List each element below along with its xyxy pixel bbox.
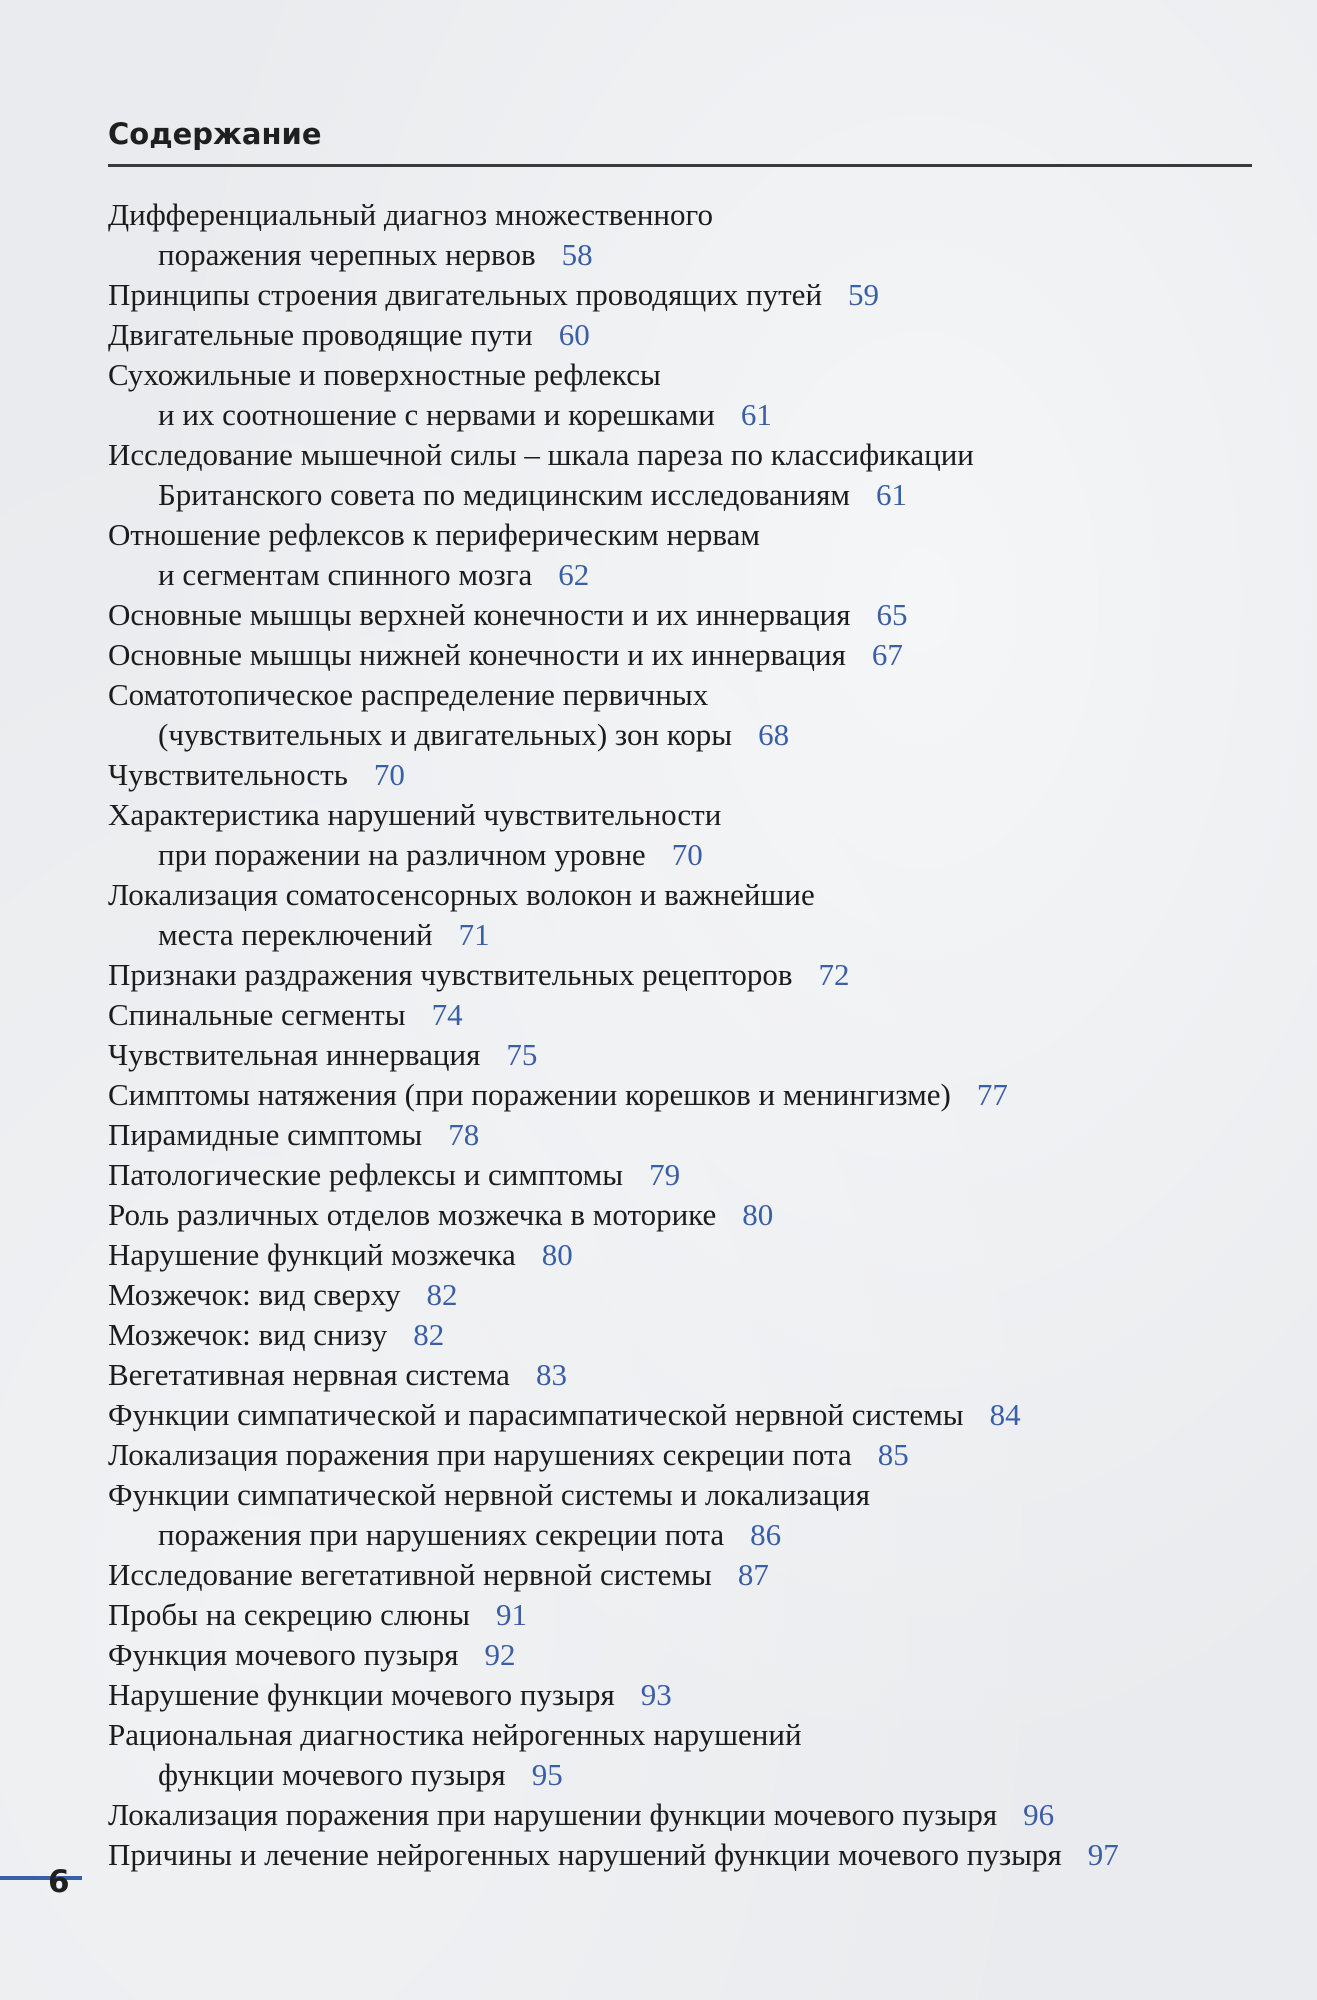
toc-entry-title: [108, 1475, 1268, 1515]
toc-entry: [108, 1355, 1268, 1395]
toc-entry-title: [108, 595, 1268, 635]
toc-page-number: 65: [876, 597, 908, 632]
toc-entry-text: Отношение рефлексов к периферическим нервам: [108, 517, 760, 552]
toc-entry-text: Чувствительная иннервация: [108, 1037, 481, 1072]
toc-entry-text: Характеристика нарушений чувствительности: [108, 797, 722, 832]
toc-entry-text: Функции симпатической нервной системы и локализация: [108, 1477, 870, 1512]
toc-entry: [108, 1595, 1268, 1635]
toc-entry-text: Локализация соматосенсорных волокон и важнейшие: [108, 877, 815, 912]
toc-page-number: 91: [495, 1597, 527, 1632]
toc-entry-title: [108, 315, 1268, 355]
toc-entry-title: [108, 955, 1268, 995]
toc-page-number: 97: [1087, 1837, 1119, 1872]
toc-entry: [108, 1715, 1268, 1795]
toc-entry: [108, 1555, 1268, 1595]
toc-entry-title: [108, 435, 1268, 475]
toc-entry-title: [108, 195, 1268, 235]
toc-entry: [108, 1275, 1268, 1315]
toc-page-number: 86: [750, 1517, 782, 1552]
toc-page-number: 80: [742, 1197, 774, 1232]
heading-rule: [108, 164, 1252, 167]
toc-entry: [108, 995, 1268, 1035]
toc-entry-text: Функции симпатической и парасимпатической нервной системы: [108, 1397, 964, 1432]
toc-entry: [108, 635, 1268, 675]
table-of-contents: [108, 195, 1268, 1875]
toc-entry-text: Основные мышцы верхней конечности и их иннервация: [108, 597, 851, 632]
toc-page-number: 70: [671, 837, 703, 872]
toc-entry: [108, 515, 1268, 595]
toc-entry-text: Признаки раздражения чувствительных рецепторов: [108, 957, 793, 992]
toc-page-number: 77: [976, 1077, 1008, 1112]
toc-entry-title: [108, 995, 1268, 1035]
toc-entry-title: [108, 1555, 1268, 1595]
toc-page-number: 61: [740, 397, 772, 432]
toc-entry-title-continuation: [108, 235, 1268, 275]
toc-entry-title: [108, 1155, 1268, 1195]
toc-entry-text: Соматотопическое распределение первичных: [108, 677, 709, 712]
toc-entry-text: Мозжечок: вид сверху: [108, 1277, 401, 1312]
toc-page-number: 62: [558, 557, 590, 592]
toc-entry-title: [108, 675, 1268, 715]
toc-entry-text: Принципы строения двигательных проводящих путей: [108, 277, 823, 312]
toc-page-number: 92: [484, 1637, 516, 1672]
toc-entry-text: Двигательные проводящие пути: [108, 317, 533, 352]
toc-entry: [108, 675, 1268, 755]
toc-entry-title: [108, 1835, 1268, 1875]
toc-page-number: 67: [871, 637, 903, 672]
toc-entry-title-continuation: [108, 1755, 1268, 1795]
toc-entry-title: [108, 355, 1268, 395]
toc-entry: [108, 1155, 1268, 1195]
toc-entry-text: Симптомы натяжения (при поражении корешков и менингизме): [108, 1077, 951, 1112]
toc-entry-title: [108, 1355, 1268, 1395]
toc-entry-title: [108, 1435, 1268, 1475]
toc-entry-title: [108, 635, 1268, 675]
toc-entry-text: и сегментам спинного мозга: [158, 557, 533, 592]
toc-entry-text: Локализация поражения при нарушении функции мочевого пузыря: [108, 1797, 998, 1832]
toc-page-number: 60: [558, 317, 590, 352]
toc-entry-text: Рациональная диагностика нейрогенных нарушений: [108, 1717, 802, 1752]
toc-entry-title-continuation: [108, 1515, 1268, 1555]
toc-entry-text: Роль различных отделов мозжечка в моторике: [108, 1197, 717, 1232]
toc-entry-text: Нарушение функций мозжечка: [108, 1237, 516, 1272]
toc-entry-text: Сухожильные и поверхностные рефлексы: [108, 357, 661, 392]
toc-entry-title: [108, 1315, 1268, 1355]
toc-entry: [108, 955, 1268, 995]
toc-entry-title: [108, 1115, 1268, 1155]
toc-entry-text: Локализация поражения при нарушениях секреции пота: [108, 1437, 852, 1472]
toc-entry: [108, 595, 1268, 635]
toc-entry-title: [108, 1235, 1268, 1275]
toc-entry-text: Чувствительность: [108, 757, 348, 792]
toc-entry-text: Мозжечок: вид снизу: [108, 1317, 388, 1352]
toc-page-number: 68: [758, 717, 790, 752]
toc-entry: [108, 435, 1268, 515]
toc-entry: [108, 1435, 1268, 1475]
toc-entry-title: [108, 1035, 1268, 1075]
toc-entry-text: Пирамидные симптомы: [108, 1117, 423, 1152]
toc-entry: [108, 1795, 1268, 1835]
toc-entry: [108, 1835, 1268, 1875]
toc-entry-title: [108, 1675, 1268, 1715]
toc-page-number: 78: [448, 1117, 480, 1152]
toc-entry-title: [108, 515, 1268, 555]
toc-entry: [108, 1235, 1268, 1275]
toc-entry-text: поражения при нарушениях секреции пота: [158, 1517, 725, 1552]
toc-entry: [108, 355, 1268, 435]
toc-entry-text: (чувствительных и двигательных) зон коры: [158, 717, 733, 752]
toc-entry: [108, 1675, 1268, 1715]
toc-page-number: 87: [737, 1557, 769, 1592]
toc-entry-text: Спинальные сегменты: [108, 997, 406, 1032]
section-title: Содержание: [108, 117, 322, 151]
toc-page-number: 79: [649, 1157, 681, 1192]
toc-page-number: 74: [431, 997, 463, 1032]
toc-page-number: 61: [875, 477, 907, 512]
toc-entry-title: [108, 1395, 1268, 1435]
toc-page-number: 71: [458, 917, 490, 952]
toc-entry-title: [108, 1075, 1268, 1115]
toc-entry-title-continuation: [108, 835, 1268, 875]
toc-page-number: 80: [541, 1237, 573, 1272]
toc-page-number: 82: [413, 1317, 445, 1352]
toc-entry: [108, 1115, 1268, 1155]
toc-entry-title: [108, 795, 1268, 835]
toc-page-number: 83: [535, 1357, 567, 1392]
toc-page-number: 72: [818, 957, 850, 992]
toc-entry-title-continuation: [108, 555, 1268, 595]
toc-entry-text: Пробы на секрецию слюны: [108, 1597, 470, 1632]
toc-entry-text: Исследование вегетативной нервной системы: [108, 1557, 712, 1592]
toc-entry-text: функции мочевого пузыря: [158, 1757, 506, 1792]
folio-accent-bar: [0, 1876, 82, 1880]
toc-entry: [108, 755, 1268, 795]
toc-entry-text: Причины и лечение нейрогенных нарушений функции мочевого пузыря: [108, 1837, 1062, 1872]
toc-entry: [108, 275, 1268, 315]
toc-page-number: 75: [506, 1037, 538, 1072]
toc-entry-text: Британского совета по медицинским исследованиям: [158, 477, 850, 512]
toc-entry-title: [108, 1595, 1268, 1635]
toc-entry-title-continuation: [108, 715, 1268, 755]
toc-entry: [108, 1035, 1268, 1075]
toc-page-number: 82: [426, 1277, 458, 1312]
toc-entry: [108, 315, 1268, 355]
toc-entry: [108, 795, 1268, 875]
toc-entry-text: и их соотношение с нервами и корешками: [158, 397, 715, 432]
toc-entry-title: [108, 1275, 1268, 1315]
toc-entry-title: [108, 1195, 1268, 1235]
toc-entry: [108, 1075, 1268, 1115]
toc-page-number: 95: [531, 1757, 563, 1792]
toc-entry-title: [108, 1715, 1268, 1755]
toc-page-number: 84: [989, 1397, 1021, 1432]
toc-entry-text: Исследование мышечной силы – шкала пареза по классификации: [108, 437, 974, 472]
toc-entry-title-continuation: [108, 475, 1268, 515]
toc-entry-text: Нарушение функции мочевого пузыря: [108, 1677, 615, 1712]
toc-page-number: 70: [373, 757, 405, 792]
toc-entry-title: [108, 275, 1268, 315]
toc-entry-title: [108, 1635, 1268, 1675]
toc-entry: [108, 1395, 1268, 1435]
toc-entry: [108, 1195, 1268, 1235]
toc-entry-text: Дифференциальный диагноз множественного: [108, 197, 713, 232]
toc-entry-title-continuation: [108, 395, 1268, 435]
toc-page-number: 85: [877, 1437, 909, 1472]
toc-entry-text: при поражении на различном уровне: [158, 837, 646, 872]
toc-entry-title: [108, 755, 1268, 795]
toc-entry-title-continuation: [108, 915, 1268, 955]
page-number: 6: [48, 1864, 70, 1900]
toc-entry: [108, 875, 1268, 955]
toc-page-number: 58: [561, 237, 593, 272]
toc-page-number: 96: [1023, 1797, 1055, 1832]
toc-entry-text: Патологические рефлексы и симптомы: [108, 1157, 624, 1192]
toc-entry-title: [108, 875, 1268, 915]
toc-entry: [108, 1475, 1268, 1555]
toc-entry-text: поражения черепных нервов: [158, 237, 536, 272]
toc-entry-title: [108, 1795, 1268, 1835]
toc-entry-text: Основные мышцы нижней конечности и их иннервация: [108, 637, 846, 672]
toc-entry: [108, 1635, 1268, 1675]
toc-entry-text: места переключений: [158, 917, 433, 952]
toc-page-number: 59: [848, 277, 880, 312]
toc-entry: [108, 195, 1268, 275]
toc-entry-text: Вегетативная нервная система: [108, 1357, 510, 1392]
toc-page-number: 93: [640, 1677, 672, 1712]
toc-entry-text: Функция мочевого пузыря: [108, 1637, 459, 1672]
toc-entry: [108, 1315, 1268, 1355]
